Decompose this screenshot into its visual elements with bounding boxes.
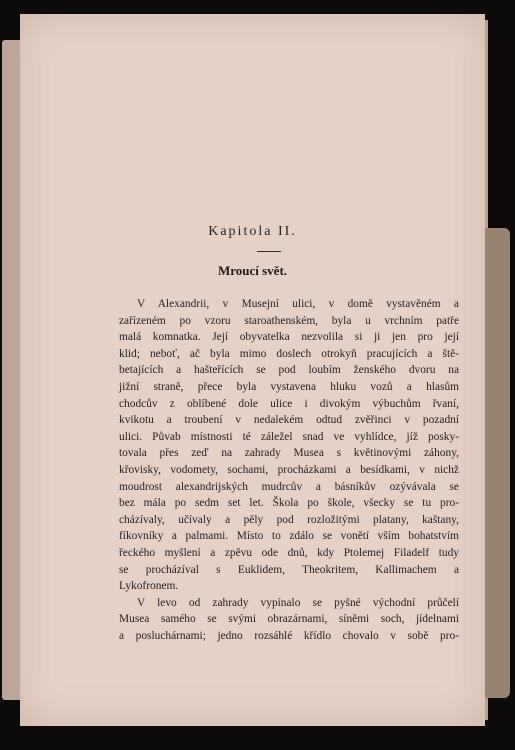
text-line: se procházíval s Euklidem, Theokritem, Kallimachem a bbox=[119, 563, 459, 576]
text-line: malá komnatka. Její obyvatelka nezvolila si ji jen pro její bbox=[119, 331, 459, 344]
text-line: křovisky, vodomety, sochami, procházkami a besídkami, v nichž bbox=[119, 463, 459, 476]
text-line: moudrost alexandrijských mudrcův a básníkův ozývávala se bbox=[119, 480, 459, 493]
text-line: V levo od zahrady vypínalo se pyšné východní průčelí bbox=[137, 596, 459, 609]
text-line: fíkovníky a palmami. Místo to zdálo se vonětí vším bohatstvím bbox=[119, 530, 459, 543]
chapter-title: Kapitola II. bbox=[208, 224, 297, 239]
text-line: V Alexandrii, v Musejní ulici, v domě vystavěném a bbox=[137, 298, 459, 310]
torn-cover-edge bbox=[482, 228, 510, 698]
text-line: jižní straně, přece byla vystavena hluku vozů a hlasům bbox=[119, 380, 459, 393]
text-line: betajících a hašteřících se pod loubím ženského dvoru na bbox=[119, 364, 459, 377]
section-title: Mroucí svět. bbox=[217, 263, 288, 278]
text-line: řeckého myšlení a zpěvu ode dnů, kdy Ptolemej Filadelf tudy bbox=[119, 546, 459, 559]
title-divider bbox=[257, 251, 281, 252]
text-line: Musea samého se svými obrazárnami, síněmi soch, jídelnami bbox=[119, 613, 459, 626]
book-page bbox=[20, 14, 485, 726]
text-line: klid; neboť, ač byla mimo doslech otrokyň pracujících a ště- bbox=[119, 347, 459, 360]
body-text bbox=[119, 296, 459, 644]
text-line: zařízeném po vzoru staroathenském, byla u vrchním patře bbox=[119, 314, 459, 327]
text-line: ulici. Půvab místnosti té záležel snad ve vyhlídce, jíž posky- bbox=[119, 430, 459, 443]
text-line: Lykofronem. bbox=[119, 580, 179, 593]
text-line: tovala přes zeď na zahrady Musea s květinovými záhony, bbox=[119, 447, 459, 460]
text-line: a posluchárnami; jedno rozsáhlé křídlo chovalo v sobě pro- bbox=[119, 629, 459, 642]
text-line: bez mála po sedm set let. Škola po škole, všecky se tu pro- bbox=[119, 497, 459, 510]
text-line: kvikotu a troubení v nedalekém odtud zvěřinci v pozadní bbox=[119, 414, 459, 427]
text-line: chodcův z oblíbené dole ulice i divokým výbuchům řvaní, bbox=[119, 397, 459, 410]
text-line: cházívaly, učívaly a pěly pod rozložitými platany, kaštany, bbox=[119, 513, 459, 526]
